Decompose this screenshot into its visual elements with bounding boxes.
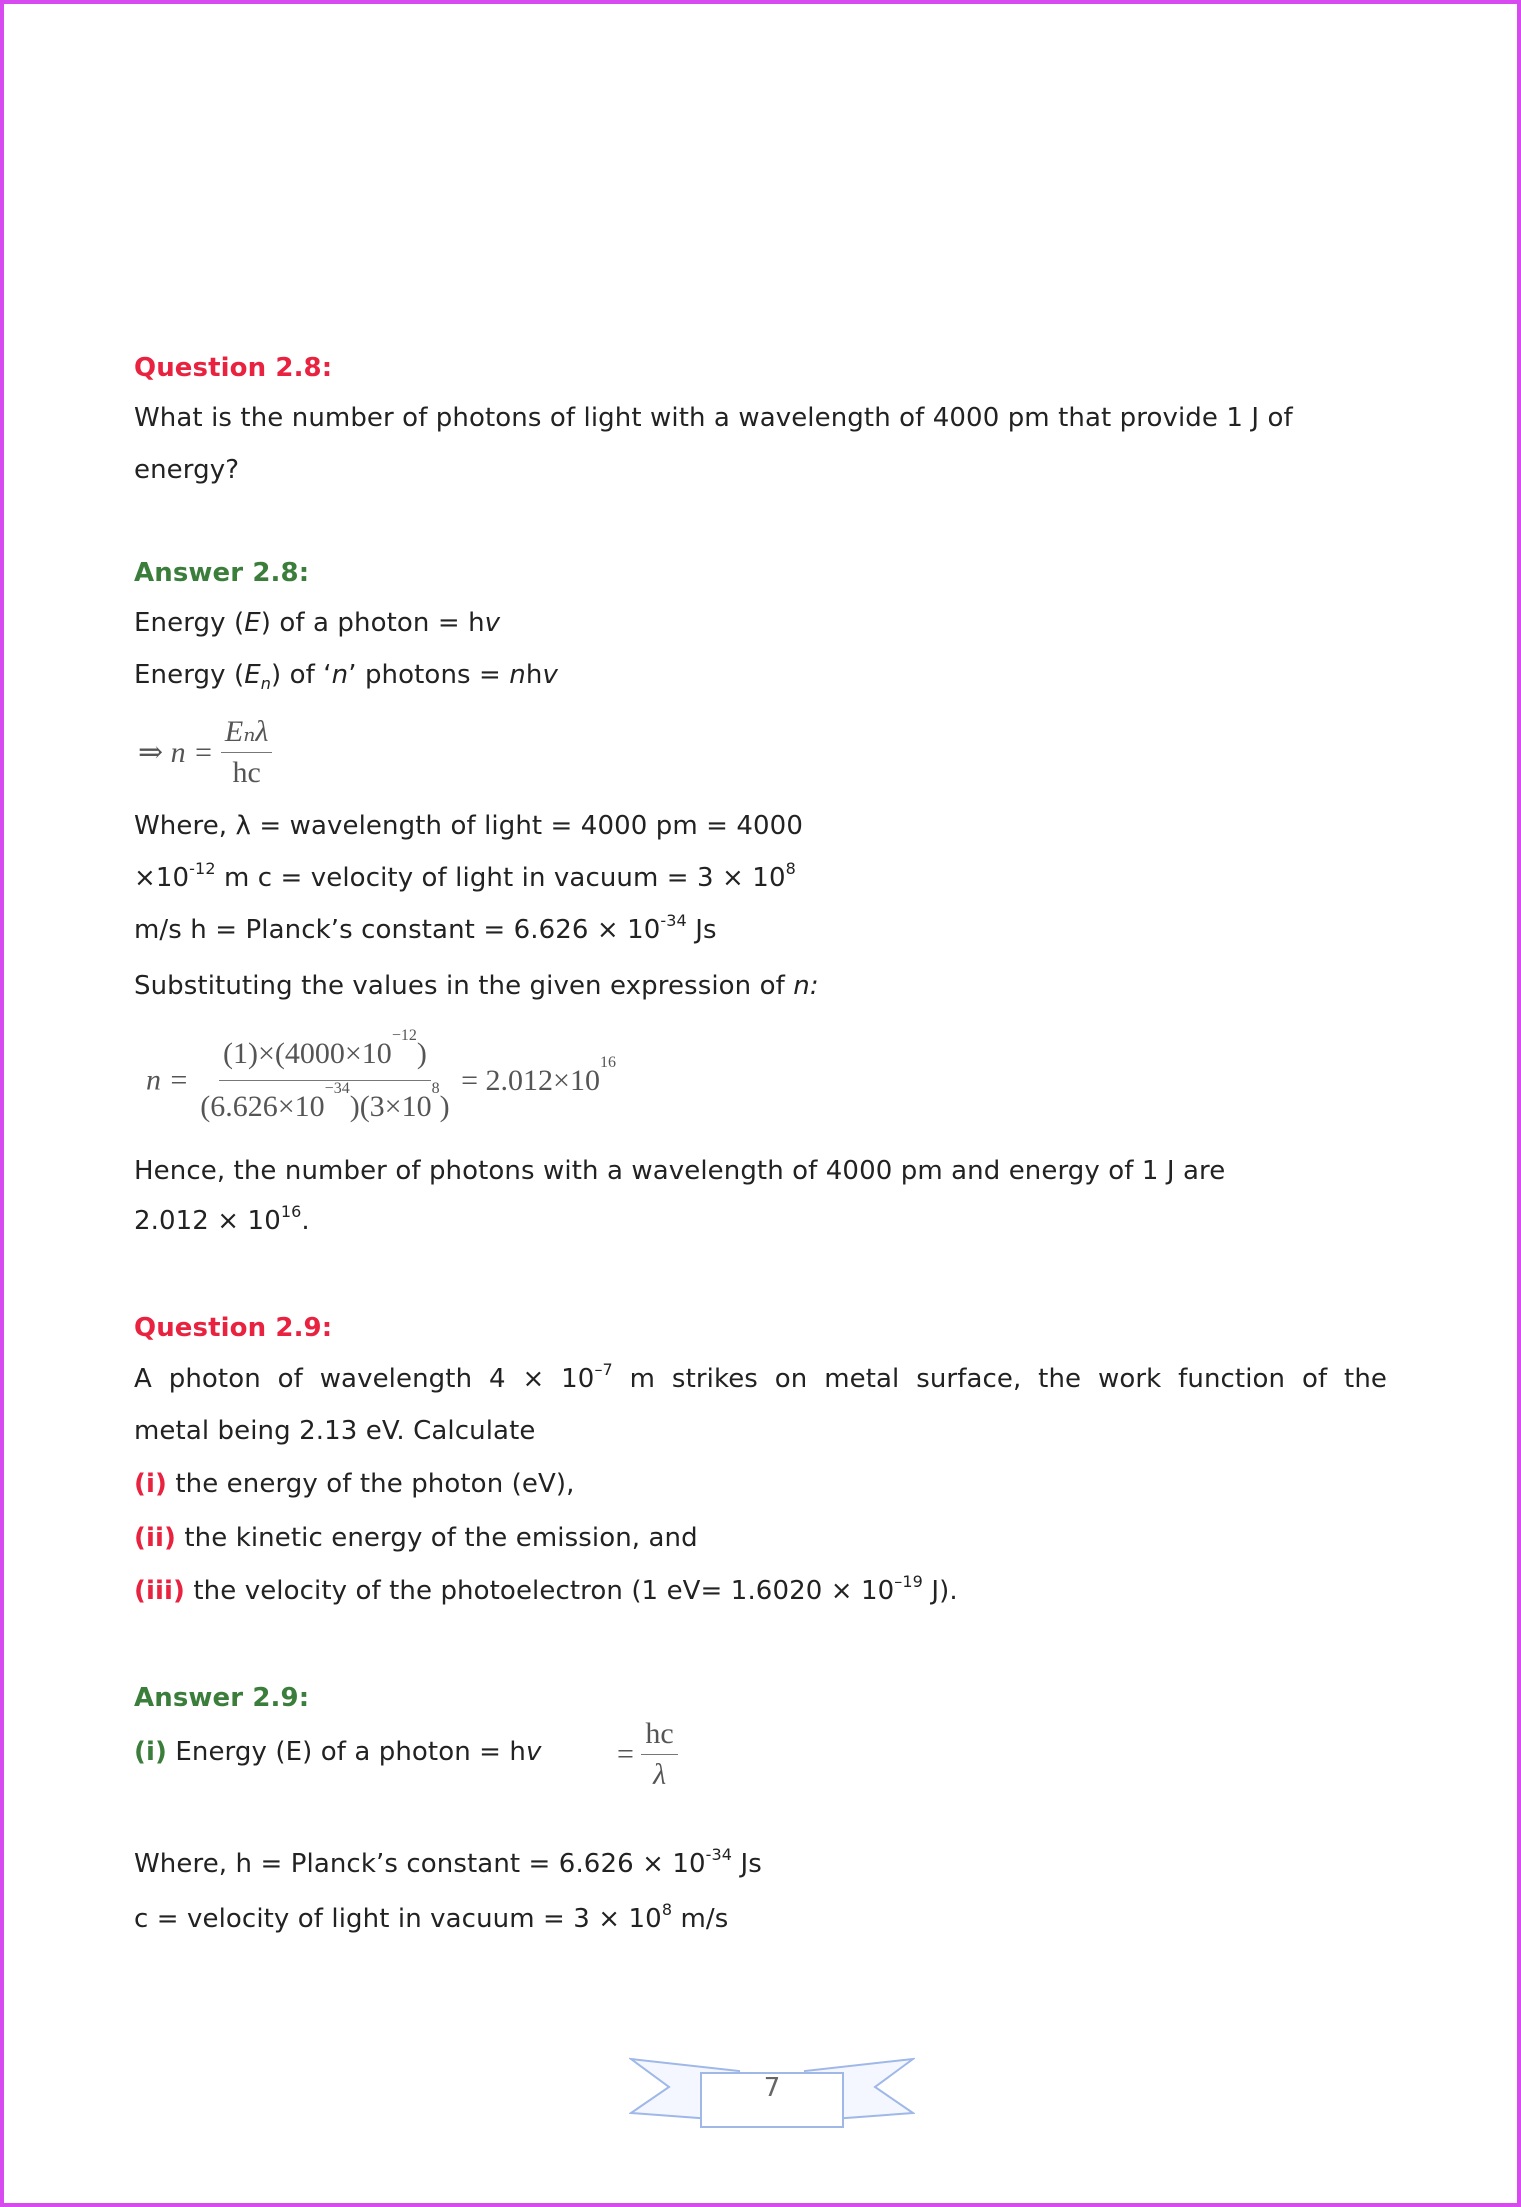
question-2-8-heading: Question 2.8:: [134, 353, 333, 383]
formula-n-equals: [138, 712, 272, 793]
answer-2-8-heading: Answer 2.8:: [134, 558, 310, 588]
equation-n-result: [146, 1028, 616, 1133]
answer-2-8-n-photons-energy: [134, 659, 558, 694]
exponent: –7: [594, 1360, 613, 1380]
equals: =: [617, 1737, 634, 1771]
fraction: [196, 1028, 453, 1133]
text: Where, h = Planck’s constant = 6.626 × 10: [134, 1849, 706, 1879]
var-e: E: [244, 660, 261, 690]
question-2-9-text-line1: [134, 1360, 1388, 1395]
page-number-banner: [629, 2051, 915, 2131]
page-number: 7: [763, 2073, 781, 2103]
text: ): [439, 1090, 450, 1123]
text: Energy (: [134, 660, 245, 690]
text: Js: [732, 1849, 762, 1879]
exponent: -12: [189, 859, 216, 879]
denominator: λ: [653, 1758, 667, 1791]
answer-2-9-energy: [134, 1736, 542, 1768]
text: 2.012 × 10: [134, 1206, 281, 1236]
var-e: E: [244, 608, 261, 638]
sub-n: n: [260, 674, 272, 694]
equation-lhs: n =: [146, 1063, 189, 1097]
where-velocity: [134, 859, 796, 894]
question-2-9-item-ii: [134, 1522, 698, 1554]
question-2-9-text-line2: metal being 2.13 eV. Calculate: [134, 1416, 536, 1446]
text: = 2.012×10: [461, 1063, 600, 1097]
exponent: 8: [431, 1080, 440, 1097]
var-nu: v: [526, 1737, 542, 1767]
text: ×10: [134, 863, 190, 893]
where-wavelength: Where, λ = wavelength of light = 4000 pm = 4000: [134, 811, 803, 841]
var-n: n: [509, 660, 526, 690]
question-2-8-text-line1: What is the number of photons of light with a wavelength of 4000 pm that provide 1 J of: [134, 403, 1293, 433]
text: Substituting the values in the given expression of: [134, 971, 794, 1001]
answer-2-9-heading: Answer 2.9:: [134, 1683, 310, 1713]
text: ): [416, 1037, 427, 1070]
text: )(3×10: [349, 1090, 432, 1123]
item-marker: (i): [134, 1469, 167, 1499]
text: m/s: [672, 1904, 729, 1934]
answer-2-9-planck: [134, 1845, 762, 1880]
question-2-8-text-line2: energy?: [134, 455, 240, 485]
formula-lhs: ⇒ n =: [138, 736, 214, 769]
text: c = velocity of light in vacuum = 3 × 10: [134, 1904, 662, 1934]
formula-hc-over-lambda: [617, 1714, 678, 1795]
item-marker: (i): [134, 1737, 167, 1767]
question-2-9-item-i: [134, 1468, 574, 1500]
text: Energy (E) of a photon = h: [166, 1737, 527, 1767]
exponent: −34: [324, 1080, 350, 1097]
fraction: [641, 1714, 677, 1795]
var-nu: v: [484, 608, 501, 638]
text: Js: [686, 915, 717, 945]
item-text: the kinetic energy of the emission, and: [176, 1523, 698, 1553]
var-n: n: [331, 660, 349, 690]
text: ) of ‘: [271, 660, 332, 690]
numerator: hc: [641, 1714, 677, 1755]
text: ’ photons =: [348, 660, 510, 690]
text: h: [525, 660, 543, 690]
denominator: [196, 1081, 453, 1133]
text: ) of a photon = h: [260, 608, 485, 638]
fraction: [221, 712, 272, 793]
denominator: hc: [232, 756, 261, 789]
text: (6.626×10: [200, 1090, 325, 1123]
exponent: 16: [599, 1053, 616, 1071]
question-2-9-heading: Question 2.9:: [134, 1313, 333, 1343]
var-n: n:: [793, 971, 819, 1001]
answer-2-8-photon-energy: [134, 607, 500, 639]
item-text: the energy of the photon (eV),: [166, 1469, 575, 1499]
exponent: –19: [894, 1572, 923, 1592]
text: A photon of wavelength 4 × 10: [134, 1364, 595, 1394]
exponent: 16: [280, 1202, 302, 1222]
text: m strikes on metal surface, the work function of the: [612, 1364, 1388, 1394]
text: Energy (: [134, 608, 245, 638]
text: .: [301, 1206, 310, 1236]
question-2-9-item-iii: [134, 1572, 958, 1607]
numerator: [219, 1028, 431, 1081]
text: m c = velocity of light in vacuum = 3 × 10: [215, 863, 786, 893]
equation-rhs: [461, 1053, 616, 1097]
exponent: -34: [705, 1845, 733, 1865]
where-planck: [134, 911, 717, 946]
item-text: J).: [922, 1576, 958, 1606]
item-marker: (iii): [134, 1576, 186, 1606]
answer-2-9-velocity: [134, 1900, 729, 1935]
var-nu: v: [542, 660, 558, 690]
exponent: −12: [391, 1027, 417, 1044]
exponent: 8: [661, 1900, 673, 1920]
hence-line1: Hence, the number of photons with a wavelength of 4000 pm and energy of 1 J are: [134, 1156, 1226, 1186]
item-text: the velocity of the photoelectron (1 eV= 1.6020 × 10: [185, 1576, 895, 1606]
hence-line2: [134, 1202, 310, 1237]
exponent: -34: [660, 911, 687, 931]
exponent: 8: [785, 859, 796, 879]
item-marker: (ii): [134, 1523, 176, 1553]
substituting-text: [134, 970, 819, 1002]
text: m/s h = Planck’s constant = 6.626 × 10: [134, 915, 661, 945]
numerator: Eₙλ: [221, 712, 272, 753]
text: (1)×(4000×10: [223, 1037, 392, 1070]
